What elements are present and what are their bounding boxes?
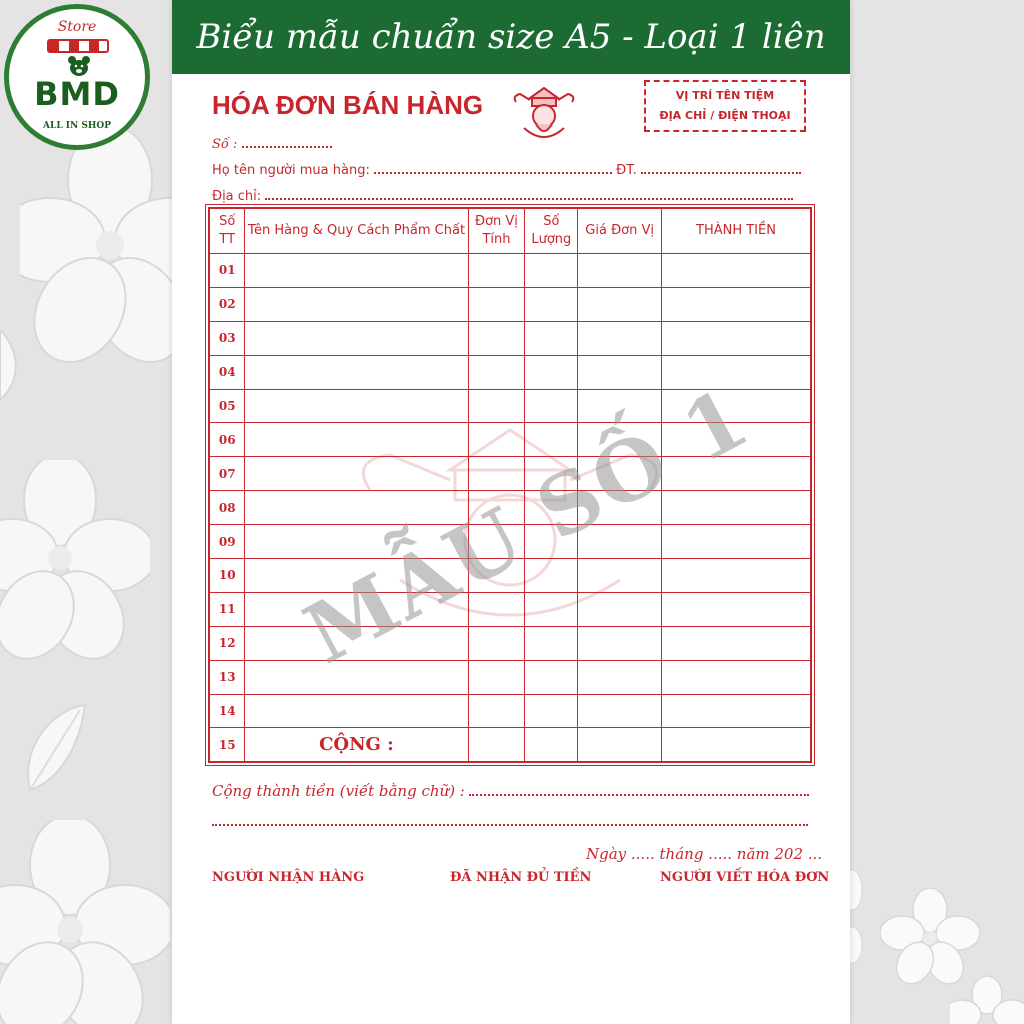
- header-total: THÀNH TIỀN: [661, 208, 811, 254]
- table-cell: [525, 660, 578, 694]
- bear-icon: [67, 55, 91, 77]
- buyer-label: Họ tên người mua hàng:: [212, 163, 370, 178]
- table-cell: [661, 559, 811, 593]
- row-number: 04: [209, 355, 245, 389]
- table-cell: [468, 694, 525, 728]
- amount-words-continuation: [212, 814, 808, 830]
- table-cell: [661, 660, 811, 694]
- table-cell: [525, 626, 578, 660]
- row-number: 10: [209, 559, 245, 593]
- row-number: 13: [209, 660, 245, 694]
- banner-title: Biểu mẫu chuẩn size A5 - Loại 1 liên: [172, 0, 850, 74]
- signature-writer: NGƯỜI VIẾT HÓA ĐƠN: [660, 870, 830, 885]
- table-cell: [578, 660, 662, 694]
- shop-name-placeholder: VỊ TRÍ TÊN TIỆM: [675, 89, 775, 102]
- table-cell: [661, 626, 811, 660]
- buyer-line: [212, 162, 801, 178]
- total-label: CỘNG :: [245, 728, 468, 762]
- row-number: 14: [209, 694, 245, 728]
- table-cell: [578, 626, 662, 660]
- flower-decoration-icon: [950, 975, 1024, 1024]
- table-cell: [525, 287, 578, 321]
- dotted-line: [374, 162, 612, 174]
- row-number: 15: [209, 728, 245, 762]
- row-number: 05: [209, 389, 245, 423]
- table-cell: [661, 321, 811, 355]
- table-cell: [525, 355, 578, 389]
- table-cell: [468, 660, 525, 694]
- row-number: 12: [209, 626, 245, 660]
- row-number: 01: [209, 254, 245, 288]
- table-row: [209, 254, 811, 288]
- table-cell: [661, 525, 811, 559]
- table-cell: [661, 355, 811, 389]
- table-cell: [525, 321, 578, 355]
- logo-awning-icon: [47, 39, 109, 53]
- table-cell: [578, 694, 662, 728]
- table-cell: [245, 694, 468, 728]
- flower-decoration-icon: [880, 888, 980, 988]
- table-cell: [578, 355, 662, 389]
- table-cell: [468, 728, 525, 762]
- table-cell: [245, 287, 468, 321]
- amount-words-line: [212, 782, 809, 800]
- table-row: [209, 728, 811, 762]
- address-line: [212, 188, 793, 204]
- table-cell: [525, 728, 578, 762]
- table-cell: [468, 287, 525, 321]
- amount-words-label: Cộng thành tiền (viết bằng chữ) :: [212, 782, 465, 800]
- table-cell: [468, 321, 525, 355]
- row-number: 07: [209, 457, 245, 491]
- table-row: [209, 626, 811, 660]
- header-price: Giá Đơn Vị: [578, 208, 662, 254]
- signature-paid: ĐÃ NHẬN ĐỦ TIỀN: [450, 870, 592, 885]
- dotted-line: [265, 188, 793, 200]
- table-cell: [468, 355, 525, 389]
- leaf-decoration-icon: [0, 330, 24, 400]
- table-cell: [661, 728, 811, 762]
- dotted-line: [641, 162, 801, 174]
- table-cell: [578, 287, 662, 321]
- logo-store-text: Store: [57, 19, 97, 35]
- header-qty: Số Lượng: [525, 208, 578, 254]
- flower-decoration-icon: [0, 460, 150, 660]
- table-cell: [578, 728, 662, 762]
- dotted-line: [242, 136, 332, 148]
- row-number: 09: [209, 525, 245, 559]
- header-product: Tên Hàng & Quy Cách Phẩm Chất: [245, 208, 468, 254]
- logo-tagline: ALL IN SHOP: [43, 121, 111, 131]
- row-number: 02: [209, 287, 245, 321]
- dotted-line: [469, 784, 809, 796]
- table-header-row: [209, 208, 811, 254]
- phone-label: ĐT.: [616, 163, 637, 178]
- table-cell: [578, 254, 662, 288]
- row-number: 06: [209, 423, 245, 457]
- shop-address-placeholder: ĐỊA CHỈ / ĐIỆN THOẠI: [659, 109, 791, 122]
- table-cell: [661, 287, 811, 321]
- logo-brand: BMD: [34, 75, 120, 113]
- row-number: 03: [209, 321, 245, 355]
- god-of-wealth-icon: [510, 84, 578, 142]
- table-cell: [468, 254, 525, 288]
- store-logo: [4, 4, 150, 150]
- table-cell: [245, 321, 468, 355]
- flower-decoration-icon: [850, 860, 864, 970]
- table-row: [209, 660, 811, 694]
- table-cell: [525, 254, 578, 288]
- row-number: 11: [209, 592, 245, 626]
- date-line: Ngày ..... tháng ..... năm 202 ...: [586, 845, 823, 863]
- table-cell: [661, 592, 811, 626]
- table-row: [209, 694, 811, 728]
- table-row: [209, 321, 811, 355]
- table-cell: [525, 389, 578, 423]
- signature-receiver: NGƯỜI NHẬN HÀNG: [212, 870, 365, 885]
- header-stt: Số TT: [209, 208, 245, 254]
- invoice-paper: [172, 0, 850, 1024]
- table-cell: [468, 626, 525, 660]
- watermark-text: MẪU SỐ 1: [289, 369, 765, 683]
- table-cell: [245, 254, 468, 288]
- invoice-title: HÓA ĐƠN BÁN HÀNG: [212, 90, 484, 120]
- table-cell: [661, 694, 811, 728]
- leaf-decoration-icon: [20, 700, 90, 795]
- address-label: Địa chỉ:: [212, 189, 262, 204]
- header-unit: Đơn Vị Tính: [468, 208, 525, 254]
- table-cell: [578, 321, 662, 355]
- table-row: [209, 287, 811, 321]
- table-cell: [525, 694, 578, 728]
- invoice-number-line: [212, 136, 332, 152]
- flower-decoration-icon: [0, 820, 170, 1024]
- row-number: 08: [209, 491, 245, 525]
- shop-info-box: [644, 80, 806, 132]
- invoice-number-label: Số :: [212, 137, 238, 152]
- table-cell: [245, 355, 468, 389]
- table-cell: [661, 254, 811, 288]
- table-cell: [468, 389, 525, 423]
- table-cell: [245, 389, 468, 423]
- dotted-line: [212, 814, 808, 826]
